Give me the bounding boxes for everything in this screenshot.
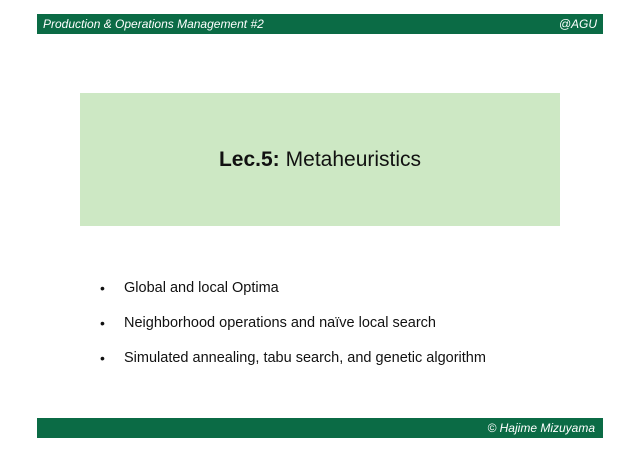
institution-label: @AGU xyxy=(558,17,597,31)
list-item xyxy=(100,346,486,381)
copyright-text: © Hajime Mizuyama xyxy=(487,421,595,435)
header-bar xyxy=(37,14,603,34)
bullet-icon: • xyxy=(100,280,105,296)
topic-list xyxy=(100,276,486,381)
lecture-title: Metaheuristics xyxy=(285,147,422,171)
bullet-icon: • xyxy=(100,350,105,366)
list-item-text: Simulated annealing, tabu search, and genetic algorithm xyxy=(124,350,486,366)
bullet-icon: • xyxy=(100,315,105,331)
list-item xyxy=(100,276,486,311)
course-title: Production & Operations Management #2 xyxy=(43,17,264,31)
lecture-title-box xyxy=(80,93,560,226)
lecture-number: Lec.5: xyxy=(218,147,280,171)
list-item-text: Global and local Optima xyxy=(124,280,279,296)
list-item-text: Neighborhood operations and naïve local search xyxy=(124,315,436,331)
list-item xyxy=(100,311,486,346)
footer-bar xyxy=(37,418,603,438)
